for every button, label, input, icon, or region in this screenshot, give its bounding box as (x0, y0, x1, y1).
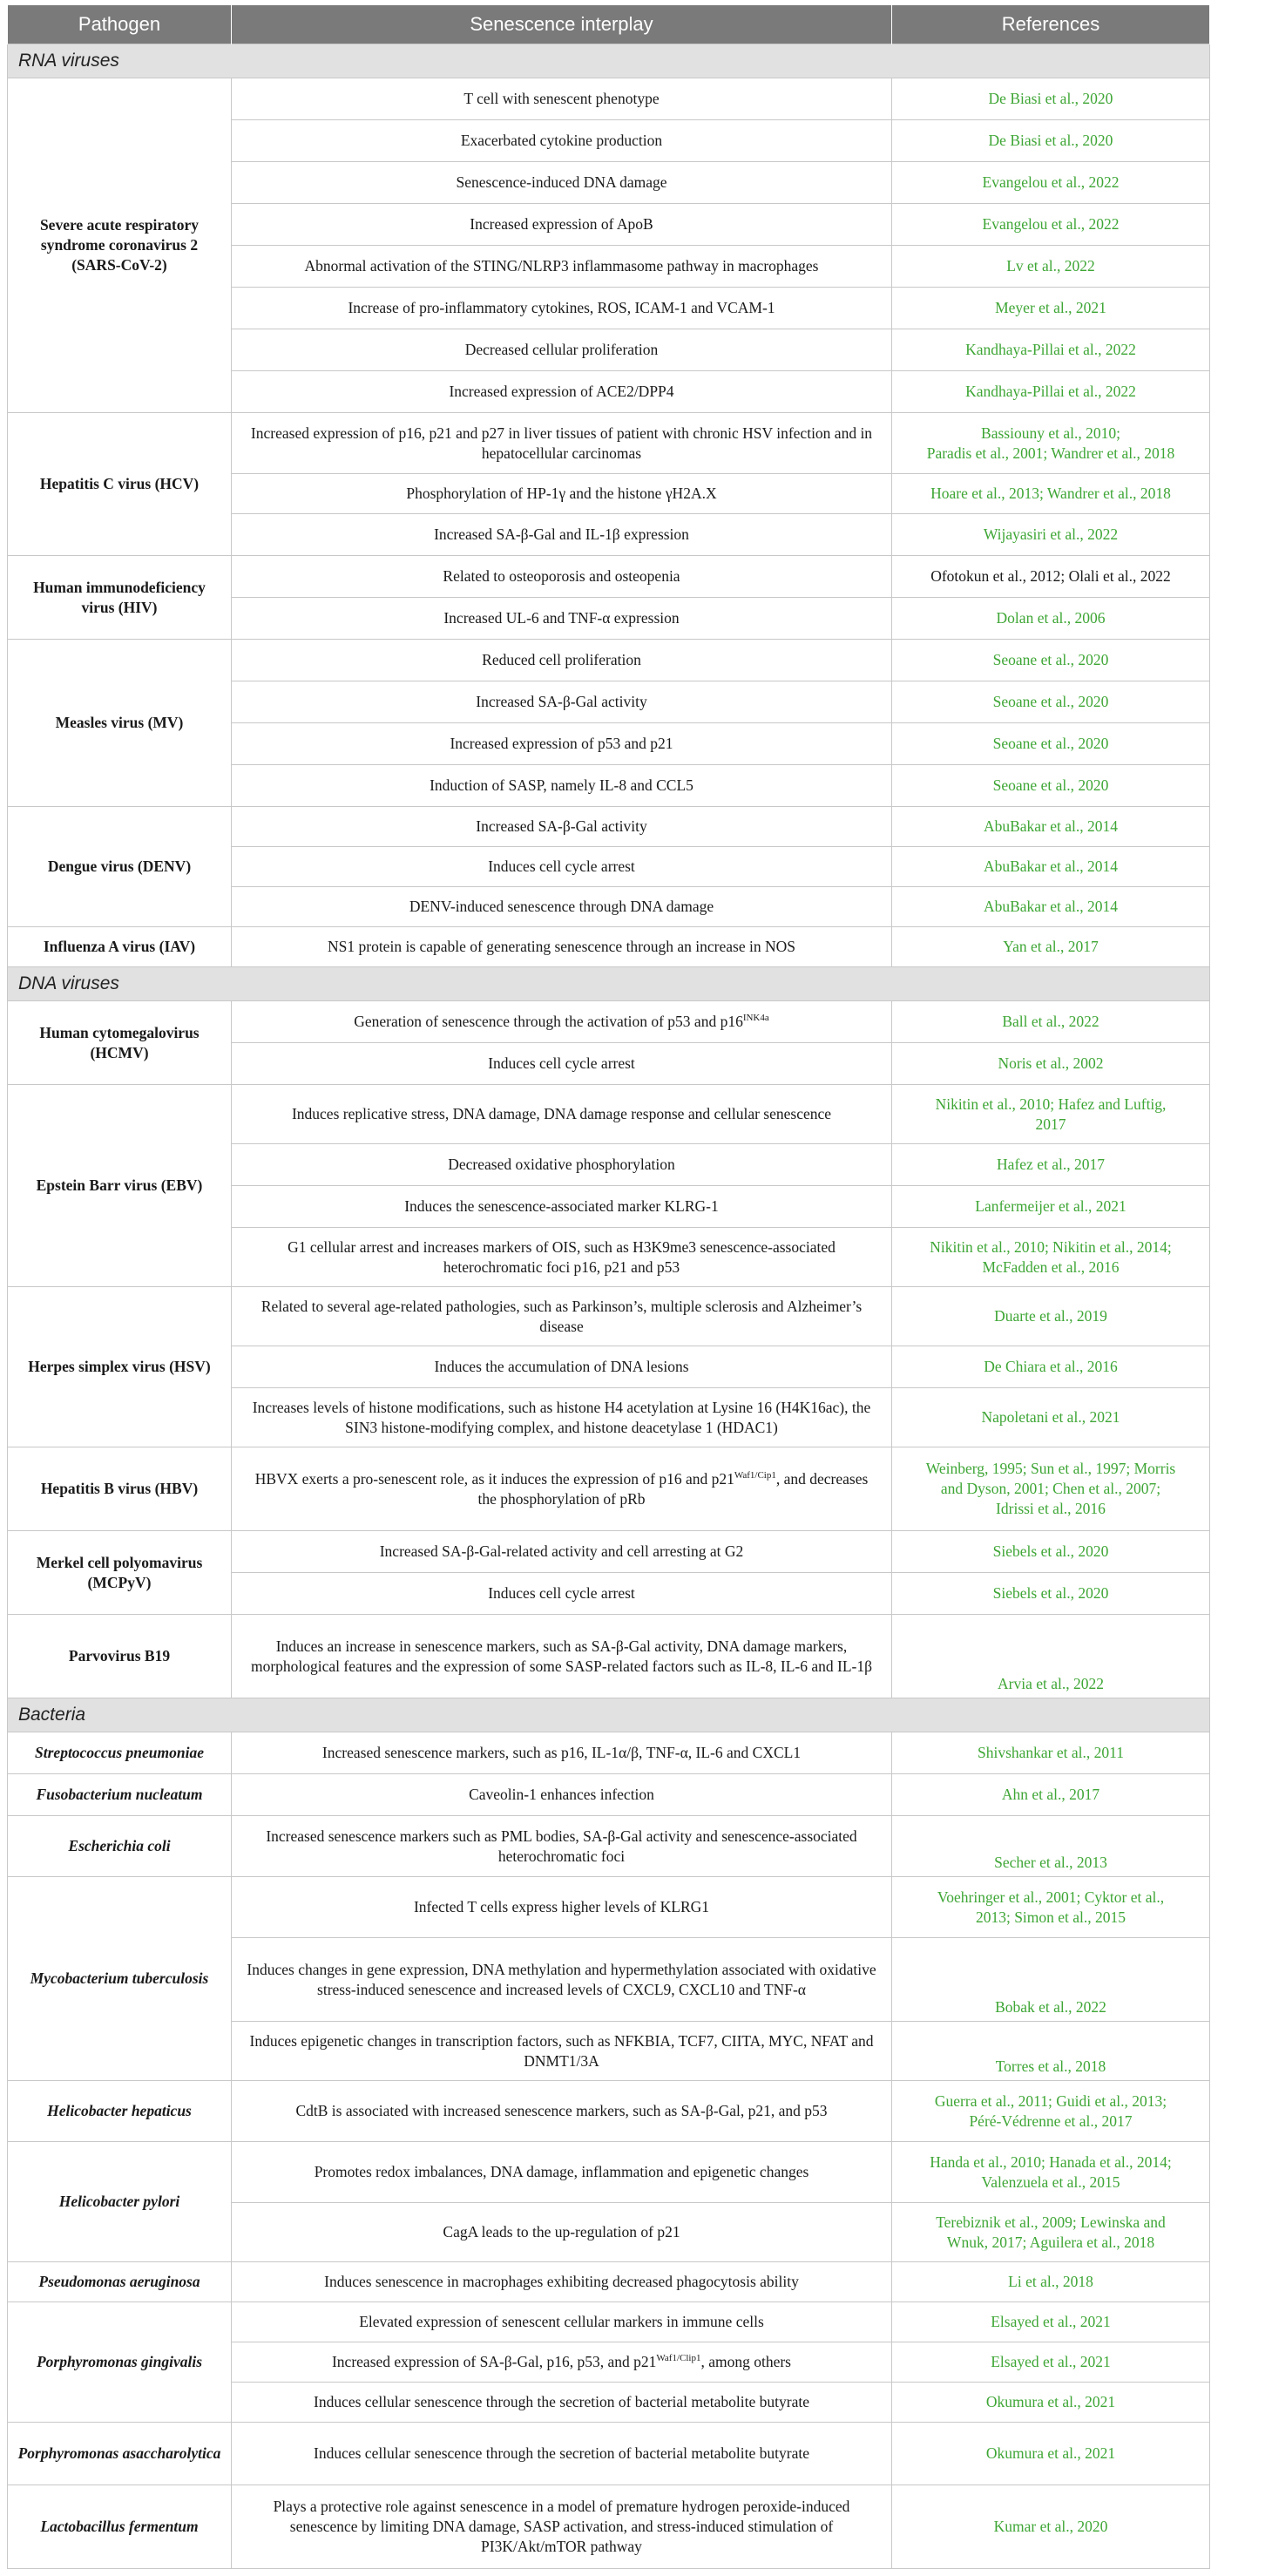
table-row (8, 1774, 1210, 1816)
interplay-cell (232, 120, 892, 162)
reference-link[interactable]: Li et al., 2018 (1008, 2273, 1093, 2291)
reference-cell (892, 2022, 1210, 2081)
reference-link[interactable]: Torres et al., 2018 (995, 2057, 1106, 2076)
pathogen-cell: Streptococcus pneumoniae (8, 1732, 232, 1774)
interplay-cell (232, 1816, 892, 1877)
table-row (8, 640, 1210, 681)
pathogen-cell: Parvovirus B19 (8, 1615, 232, 1698)
reference-cell (892, 1447, 1210, 1531)
reference-link[interactable]: Okumura et al., 2021 (985, 2444, 1116, 2463)
interplay-cell (232, 807, 892, 847)
interplay-text: Increase of pro-inflammatory cytokines, ROS, ICAM-1 and VCAM-1 (348, 299, 775, 317)
interplay-cell (232, 2081, 892, 2142)
interplay-cell (232, 2383, 892, 2423)
reference-link[interactable]: Siebels et al., 2020 (992, 1542, 1109, 1561)
reference-link[interactable]: Duarte et al., 2019 (994, 1307, 1107, 1325)
pathogen-cell: Fusobacterium nucleatum (8, 1774, 232, 1816)
reference-cell (892, 927, 1210, 967)
reference-link[interactable]: Paradis et al., 2001; Wandrer et al., 2018 (926, 444, 1175, 462)
table-row (8, 1447, 1210, 1531)
table-row (8, 1001, 1210, 1043)
reference-cell (892, 2203, 1210, 2262)
interplay-cell (232, 371, 892, 413)
interplay-text: Related to osteoporosis and osteopenia (443, 567, 680, 586)
interplay-text: Increased SA-β-Gal activity (476, 817, 647, 836)
table-row (8, 1816, 1210, 1877)
reference-cell (892, 1816, 1210, 1877)
table-row (8, 413, 1210, 474)
reference-cell (892, 1388, 1210, 1447)
interplay-cell (232, 1732, 892, 1774)
interplay-text: Decreased cellular proliferation (464, 341, 659, 359)
senescence-table (7, 5, 1210, 2569)
reference-cell (892, 1732, 1210, 1774)
pathogen-cell: Porphyromonas gingivalis (8, 2302, 232, 2423)
reference-cell (892, 2342, 1210, 2383)
reference-link[interactable]: Siebels et al., 2020 (992, 1584, 1109, 1603)
reference-link[interactable]: Bassiouny et al., 2010; (981, 424, 1120, 442)
interplay-cell (232, 765, 892, 807)
table-row (8, 2262, 1210, 2302)
reference-link[interactable]: Nikitin et al., 2010; Hafez and Luftig, (935, 1095, 1167, 1113)
interplay-text: Generation of senescence through the activation of p53 and p16 (354, 1013, 743, 1031)
interplay-text: Induction of SASP, namely IL-8 and CCL5 (430, 776, 694, 795)
interplay-text: Related to several age-related pathologies, such as Parkinson’s, multiple sclerosis and Alzheimer’s disease (260, 1297, 863, 1335)
reference-link[interactable]: Dolan et al., 2006 (996, 609, 1106, 627)
table-body (8, 44, 1210, 2569)
interplay-text: Increased senescence markers, such as p16, IL-1α/β, TNF-α, IL-6 and CXCL1 (321, 1744, 802, 1762)
interplay-text: Increased expression of ApoB (470, 215, 653, 234)
interplay-text: Induces an increase in senescence markers, such as SA-β-Gal activity, DNA damage markers, morphological features and the expression of some SASP-related factors such as IL-8, IL-6 and IL-1β (250, 1637, 873, 1675)
interplay-cell (232, 329, 892, 371)
interplay-text: Increased expression of p53 and p21 (450, 735, 673, 753)
reference-cell (892, 204, 1210, 246)
reference-cell (892, 807, 1210, 847)
reference-link[interactable]: Lanfermeijer et al., 2021 (975, 1197, 1127, 1216)
interplay-text: Increased SA-β-Gal activity (476, 693, 647, 711)
interplay-text: Induces changes in gene expression, DNA methylation and hypermethylation associated with oxidative stress-induced senescence and increased levels of CXCL9, CXCL10 and TNF-α (247, 1960, 876, 1998)
reference-cell (892, 474, 1210, 514)
interplay-text: Increased UL-6 and TNF-α expression (443, 609, 680, 627)
interplay-text: Increased expression of ACE2/DPP4 (449, 383, 674, 401)
table-row (8, 1531, 1210, 1573)
reference-link[interactable]: Guerra et al., 2011; Guidi et al., 2013; (934, 2091, 1167, 2110)
reference-cell (892, 2302, 1210, 2342)
interplay-text: Increased expression of p16, p21 and p27 in liver tissues of patient with chronic HSV infection and in hepatocellular carcinomas (250, 424, 873, 462)
interplay-text: NS1 protein is capable of generating senescence through an increase in NOS (328, 938, 795, 956)
interplay-cell (232, 556, 892, 598)
interplay-cell (232, 1085, 892, 1144)
interplay-text: Induces the accumulation of DNA lesions (434, 1358, 689, 1376)
reference-cell (892, 162, 1210, 204)
interplay-cell (232, 1186, 892, 1228)
interplay-text: Increased SA-β-Gal and IL-1β expression (434, 525, 689, 544)
reference-cell (892, 120, 1210, 162)
reference-cell (892, 78, 1210, 120)
reference-link[interactable]: Noris et al., 2002 (998, 1054, 1104, 1073)
interplay-text: Promotes redox imbalances, DNA damage, inflammation and epigenetic changes (314, 2163, 809, 2181)
reference-link[interactable]: AbuBakar et al., 2014 (983, 817, 1119, 836)
interplay-cell (232, 1877, 892, 1938)
interplay-text: Induces the senescence-associated marker KLRG-1 (404, 1197, 719, 1216)
table-row (8, 2485, 1210, 2569)
table-header (8, 5, 1210, 44)
reference-cell (892, 1287, 1210, 1346)
reference-link[interactable]: De Biasi et al., 2020 (988, 132, 1113, 150)
interplay-text: Increased SA-β-Gal-related activity and cell arresting at G2 (379, 1542, 744, 1561)
interplay-cell (232, 204, 892, 246)
interplay-text: Senescence-induced DNA damage (456, 173, 667, 192)
reference-link[interactable]: Voehringer et al., 2001; Cyktor et al., (937, 1888, 1165, 1906)
interplay-cell (232, 162, 892, 204)
reference-link[interactable]: Wnuk, 2017; Aguilera et al., 2018 (946, 2233, 1155, 2251)
interplay-text: Increases levels of histone modifications, such as histone H4 acetylation at Lysine 16 (H4K16ac), the SIN3 histone-modifying complex, and histone deacetylase 1 (HDAC1) (252, 1398, 871, 1436)
table-row (8, 1615, 1210, 1698)
section-title: RNA viruses (8, 44, 1210, 78)
section-title: DNA viruses (8, 967, 1210, 1001)
reference-link[interactable]: Terebiznik et al., 2009; Lewinska and (936, 2213, 1166, 2231)
interplay-cell (232, 1447, 892, 1531)
reference-link[interactable]: Shivshankar et al., 2011 (977, 1744, 1124, 1762)
interplay-cell (232, 78, 892, 120)
interplay-text: Exacerbated cytokine production (460, 132, 663, 150)
reference-link[interactable]: Wijayasiri et al., 2022 (983, 525, 1119, 544)
reference-link[interactable]: and Dyson, 2001; Chen et al., 2007; (940, 1480, 1161, 1498)
pathogen-cell: Severe acute respiratory syndrome coronavirus 2 (SARS-CoV-2) (8, 78, 232, 413)
reference-cell (892, 1043, 1210, 1085)
header-senescence-interplay: Senescence interplay (232, 5, 892, 44)
interplay-cell (232, 847, 892, 887)
interplay-text: HBVX exerts a pro-senescent role, as it induces the expression of p16 and p21 (254, 1469, 734, 1488)
reference-link[interactable]: Seoane et al., 2020 (992, 693, 1109, 711)
reference-cell (892, 288, 1210, 329)
interplay-cell (232, 2142, 892, 2203)
reference-link[interactable]: Hafez et al., 2017 (997, 1156, 1105, 1174)
table-container (7, 5, 1209, 2569)
table-row (8, 78, 1210, 120)
interplay-cell (232, 288, 892, 329)
section-row (8, 44, 1210, 78)
reference-link[interactable]: Okumura et al., 2021 (985, 2393, 1116, 2411)
interplay-cell (232, 927, 892, 967)
interplay-superscript: Waf1/Clip1 (656, 2353, 701, 2364)
interplay-superscript: INK4a (742, 1013, 769, 1024)
reference-link[interactable]: 2013; Simon et al., 2015 (975, 1908, 1127, 1926)
reference-cell (892, 556, 1210, 598)
section-title: Bacteria (8, 1698, 1210, 1732)
reference-link[interactable]: Napoletani et al., 2021 (981, 1408, 1120, 1427)
interplay-text: DENV-induced senescence through DNA damage (409, 898, 714, 916)
interplay-cell (232, 1531, 892, 1573)
reference-link[interactable]: Handa et al., 2010; Hanada et al., 2014; (930, 2152, 1172, 2171)
reference-link[interactable]: Yan et al., 2017 (1003, 938, 1099, 956)
reference-link[interactable]: Elsayed et al., 2021 (991, 2353, 1111, 2371)
interplay-text: Induces cellular senescence through the secretion of bacterial metabolite butyrate (314, 2444, 809, 2463)
section-row (8, 1698, 1210, 1732)
reference-cell (892, 723, 1210, 765)
table-row (8, 2423, 1210, 2485)
interplay-cell (232, 1346, 892, 1388)
pathogen-cell: Epstein Barr virus (EBV) (8, 1085, 232, 1287)
reference-link[interactable]: Nikitin et al., 2010; Nikitin et al., 2014; (930, 1237, 1172, 1256)
reference-link[interactable]: Evangelou et al., 2022 (982, 215, 1120, 234)
reference-cell (892, 413, 1210, 474)
reference-cell (892, 1228, 1210, 1287)
interplay-text: Caveolin-1 enhances infection (469, 1786, 654, 1804)
reference-cell (892, 2142, 1210, 2203)
reference-link[interactable]: Bobak et al., 2022 (995, 1998, 1106, 2017)
reference-link[interactable]: Arvia et al., 2022 (998, 1675, 1104, 1693)
pathogen-cell: Human immunodeficiency virus (HIV) (8, 556, 232, 640)
reference-link[interactable]: Weinberg, 1995; Sun et al., 1997; Morris (925, 1460, 1176, 1478)
reference-cell (892, 2262, 1210, 2302)
reference-cell (892, 1531, 1210, 1573)
interplay-cell (232, 1388, 892, 1447)
reference-link[interactable]: Lv et al., 2022 (1006, 257, 1095, 275)
interplay-cell (232, 681, 892, 723)
reference-cell (892, 514, 1210, 556)
table-row (8, 2302, 1210, 2342)
interplay-text: Plays a protective role against senescence in a model of premature hydrogen peroxide-induced senescence by limiting DNA damage, SASP activation, and stress-induced stimulation of PI3K/Akt/mTOR pathway (273, 2498, 850, 2555)
reference-link[interactable]: McFadden et al., 2016 (982, 1257, 1120, 1276)
interplay-cell (232, 1287, 892, 1346)
reference-cell (892, 1938, 1210, 2022)
reference-link[interactable]: Péré-Védrenne et al., 2017 (969, 2112, 1133, 2130)
interplay-cell (232, 246, 892, 288)
pathogen-cell: Dengue virus (DENV) (8, 807, 232, 927)
reference-link[interactable]: Seoane et al., 2020 (992, 735, 1109, 753)
table-row (8, 2081, 1210, 2142)
reference-link[interactable]: De Chiara et al., 2016 (984, 1358, 1118, 1376)
interplay-text: CdtB is associated with increased senescence markers, such as SA-β-Gal, p21, and p53 (295, 2102, 828, 2120)
interplay-text-after: , and decreases the phosphorylation of pRb (477, 1469, 869, 1508)
reference-link[interactable]: Ball et al., 2022 (1002, 1013, 1099, 1031)
pathogen-cell: Human cytomegalovirus (HCMV) (8, 1001, 232, 1085)
interplay-superscript: Waf1/Cip1 (734, 1469, 776, 1481)
pathogen-cell: Herpes simplex virus (HSV) (8, 1287, 232, 1447)
table-row (8, 2142, 1210, 2203)
interplay-cell (232, 2203, 892, 2262)
reference-link[interactable]: Elsayed et al., 2021 (991, 2313, 1111, 2331)
reference-cell (892, 887, 1210, 927)
interplay-text: Induces cell cycle arrest (488, 1054, 635, 1073)
interplay-text: T cell with senescent phenotype (463, 90, 660, 108)
interplay-cell (232, 2022, 892, 2081)
interplay-text: Increased senescence markers such as PML bodies, SA-β-Gal activity and senescence-associated heterochromatic foci (266, 1827, 857, 1865)
reference-link[interactable]: Hoare et al., 2013; Wandrer et al., 2018 (930, 485, 1171, 503)
reference-link[interactable]: Seoane et al., 2020 (992, 776, 1109, 795)
header-references: References (892, 5, 1210, 44)
reference-cell (892, 2485, 1210, 2569)
pathogen-cell: Porphyromonas asaccharolytica (8, 2423, 232, 2485)
reference-link[interactable]: Secher et al., 2013 (994, 1854, 1107, 1872)
interplay-text: Induces cellular senescence through the secretion of bacterial metabolite butyrate (314, 2393, 809, 2411)
interplay-text: Phosphorylation of HP-1γ and the histone γH2A.X (406, 485, 717, 503)
reference-link[interactable]: De Biasi et al., 2020 (988, 90, 1113, 108)
reference-cell (892, 2081, 1210, 2142)
pathogen-cell: Lactobacillus fermentum (8, 2485, 232, 2569)
reference-link[interactable]: Kumar et al., 2020 (993, 2518, 1108, 2536)
interplay-cell (232, 514, 892, 556)
table-row (8, 1085, 1210, 1144)
reference-link[interactable]: Evangelou et al., 2022 (982, 173, 1120, 192)
interplay-cell (232, 640, 892, 681)
reference-cell (892, 1877, 1210, 1938)
interplay-text: G1 cellular arrest and increases markers of OIS, such as H3K9me3 senescence-associated heterochromatic foci p16, p21 and p53 (288, 1237, 836, 1276)
reference-link[interactable]: Idrissi et al., 2016 (996, 1499, 1106, 1517)
interplay-cell (232, 1228, 892, 1287)
reference-cell (892, 1144, 1210, 1186)
reference-cell (892, 1085, 1210, 1144)
interplay-cell (232, 1001, 892, 1043)
interplay-cell (232, 2485, 892, 2569)
reference-cell (892, 1573, 1210, 1615)
pathogen-cell: Helicobacter hepaticus (8, 2081, 232, 2142)
interplay-cell (232, 2262, 892, 2302)
reference-link[interactable]: Meyer et al., 2021 (995, 299, 1106, 317)
interplay-text: CagA leads to the up-regulation of p21 (443, 2223, 680, 2241)
table-row (8, 1877, 1210, 1938)
reference-link[interactable]: Kandhaya-Pillai et al., 2022 (965, 383, 1136, 401)
interplay-text: Increased expression of SA-β-Gal, p16, p53, and p21 (331, 2353, 657, 2371)
interplay-cell (232, 1043, 892, 1085)
reference-link[interactable]: 2017 (1035, 1115, 1066, 1133)
interplay-text: Induces senescence in macrophages exhibiting decreased phagocytosis ability (324, 2273, 799, 2291)
interplay-text: Reduced cell proliferation (482, 651, 641, 669)
reference-link: Ofotokun et al., 2012; Olali et al., 2022 (930, 567, 1171, 586)
interplay-cell (232, 1938, 892, 2022)
pathogen-cell: Measles virus (MV) (8, 640, 232, 807)
pathogen-cell: Influenza A virus (IAV) (8, 927, 232, 967)
header-pathogen: Pathogen (8, 5, 232, 44)
interplay-text: Induces cell cycle arrest (488, 858, 635, 876)
interplay-cell (232, 1615, 892, 1698)
interplay-text: Decreased oxidative phosphorylation (448, 1156, 675, 1174)
interplay-text: Induces cell cycle arrest (488, 1584, 635, 1603)
table-row (8, 556, 1210, 598)
table-row (8, 1732, 1210, 1774)
interplay-cell (232, 1774, 892, 1816)
interplay-cell (232, 1573, 892, 1615)
interplay-cell (232, 1144, 892, 1186)
table-row (8, 927, 1210, 967)
table-row (8, 1287, 1210, 1346)
interplay-cell (232, 413, 892, 474)
reference-cell (892, 246, 1210, 288)
interplay-cell (232, 2302, 892, 2342)
pathogen-cell: Hepatitis C virus (HCV) (8, 413, 232, 556)
pathogen-cell: Merkel cell polyomavirus (MCPyV) (8, 1531, 232, 1615)
interplay-cell (232, 2423, 892, 2485)
reference-cell (892, 847, 1210, 887)
interplay-cell (232, 887, 892, 927)
reference-cell (892, 1001, 1210, 1043)
interplay-text: Induces epigenetic changes in transcription factors, such as NFKBIA, TCF7, CIITA, MYC, NFAT and DNMT1/3A (249, 2031, 874, 2070)
pathogen-cell: Mycobacterium tuberculosis (8, 1877, 232, 2081)
interplay-cell (232, 2342, 892, 2383)
reference-cell (892, 329, 1210, 371)
reference-cell (892, 765, 1210, 807)
interplay-text: Infected T cells express higher levels of KLRG1 (413, 1898, 710, 1916)
reference-cell (892, 1186, 1210, 1228)
reference-link[interactable]: Valenzuela et al., 2015 (981, 2173, 1120, 2191)
reference-cell (892, 2383, 1210, 2423)
reference-cell (892, 640, 1210, 681)
reference-link[interactable]: Seoane et al., 2020 (992, 651, 1109, 669)
reference-cell (892, 2423, 1210, 2485)
reference-cell (892, 1774, 1210, 1816)
reference-cell (892, 1346, 1210, 1388)
table-row (8, 807, 1210, 847)
reference-link[interactable]: AbuBakar et al., 2014 (983, 858, 1119, 876)
reference-link[interactable]: Ahn et al., 2017 (1001, 1786, 1100, 1804)
reference-cell (892, 371, 1210, 413)
reference-cell (892, 681, 1210, 723)
reference-cell (892, 598, 1210, 640)
reference-link[interactable]: Kandhaya-Pillai et al., 2022 (965, 341, 1136, 359)
interplay-cell (232, 598, 892, 640)
pathogen-cell: Hepatitis B virus (HBV) (8, 1447, 232, 1531)
pathogen-cell: Helicobacter pylori (8, 2142, 232, 2262)
interplay-cell (232, 723, 892, 765)
pathogen-cell: Pseudomonas aeruginosa (8, 2262, 232, 2302)
interplay-text: Abnormal activation of the STING/NLRP3 inflammasome pathway in macrophages (304, 257, 819, 275)
section-row (8, 967, 1210, 1001)
reference-cell (892, 1615, 1210, 1698)
interplay-cell (232, 474, 892, 514)
interplay-text: Induces replicative stress, DNA damage, DNA damage response and cellular senescence (291, 1105, 832, 1123)
pathogen-cell: Escherichia coli (8, 1816, 232, 1877)
interplay-text-after: , among others (700, 2353, 791, 2371)
interplay-text: Elevated expression of senescent cellular markers in immune cells (359, 2313, 764, 2331)
reference-link[interactable]: AbuBakar et al., 2014 (983, 898, 1119, 916)
